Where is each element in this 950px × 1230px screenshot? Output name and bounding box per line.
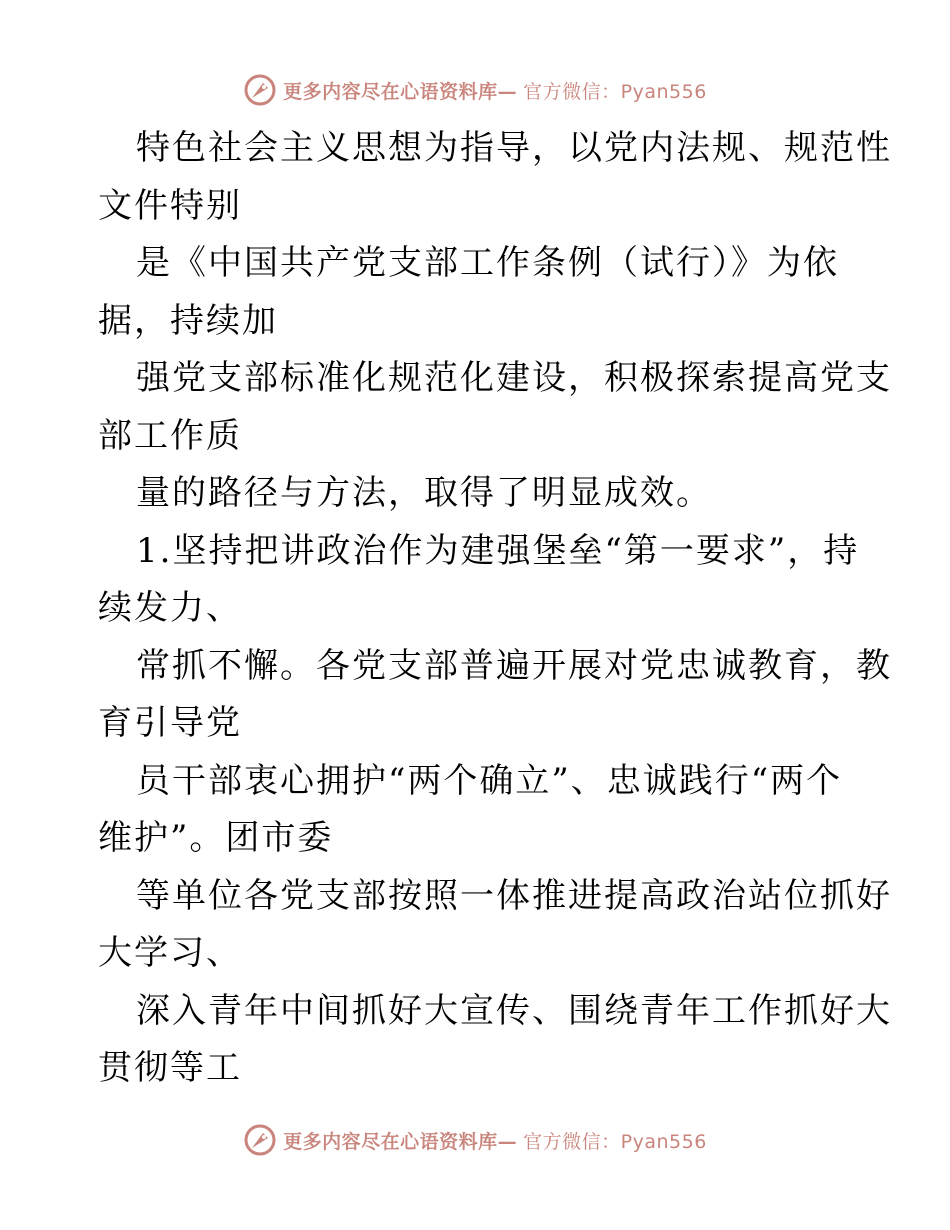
paragraph-line: 贯彻等工 bbox=[98, 1048, 242, 1088]
paragraph-line: 育引导党 bbox=[98, 703, 242, 743]
paragraph-line: 量的路径与方法，取得了明显成效。 bbox=[136, 473, 712, 513]
paragraph-line: 深入青年中间抓好大宣传、围绕青年工作抓好大 bbox=[136, 990, 892, 1031]
paragraph-line: 大学习、 bbox=[98, 933, 242, 973]
paragraph-line: 据，持续加 bbox=[98, 300, 278, 341]
pen-nib-logo-icon bbox=[243, 1123, 277, 1157]
footer-watermark bbox=[0, 1120, 950, 1160]
paragraph-line: 常抓不懈。各党支部普遍开展对党忠诚教育，教 bbox=[136, 645, 892, 686]
pen-nib-logo-icon bbox=[243, 73, 277, 107]
paragraph-line: 特色社会主义思想为指导，以党内法规、规范性 bbox=[136, 128, 892, 168]
paragraph-line: 维护”。团市委 bbox=[98, 818, 334, 858]
paragraph-line: 等单位各党支部按照一体推进提高政治站位抓好 bbox=[136, 875, 892, 916]
watermark-text: 更多内容尽在心语资料库— bbox=[283, 1130, 518, 1153]
paragraph-line: 员干部衷心拥护“两个确立”、忠诚践行“两个 bbox=[136, 760, 843, 801]
paragraph-line: 文件特别 bbox=[98, 185, 242, 226]
watermark-text: 更多内容尽在心语资料库— bbox=[283, 80, 518, 103]
document-body bbox=[98, 120, 892, 1098]
paragraph-line: 是《中国共产党支部工作条例（试行）》为依 bbox=[136, 243, 839, 283]
watermark-wechat: 官方微信：Pyan556 bbox=[523, 80, 707, 103]
watermark-wechat: 官方微信：Pyan556 bbox=[523, 1130, 707, 1153]
paragraph-line: 强党支部标准化规范化建设，积极探索提高党支 bbox=[136, 358, 892, 398]
header-watermark bbox=[0, 70, 950, 110]
paragraph-line: 1.坚持把讲政治作为建强堡垒“第一要求”，持 bbox=[136, 530, 860, 571]
paragraph-line: 续发力、 bbox=[98, 588, 242, 628]
paragraph-line: 部工作质 bbox=[98, 415, 242, 456]
